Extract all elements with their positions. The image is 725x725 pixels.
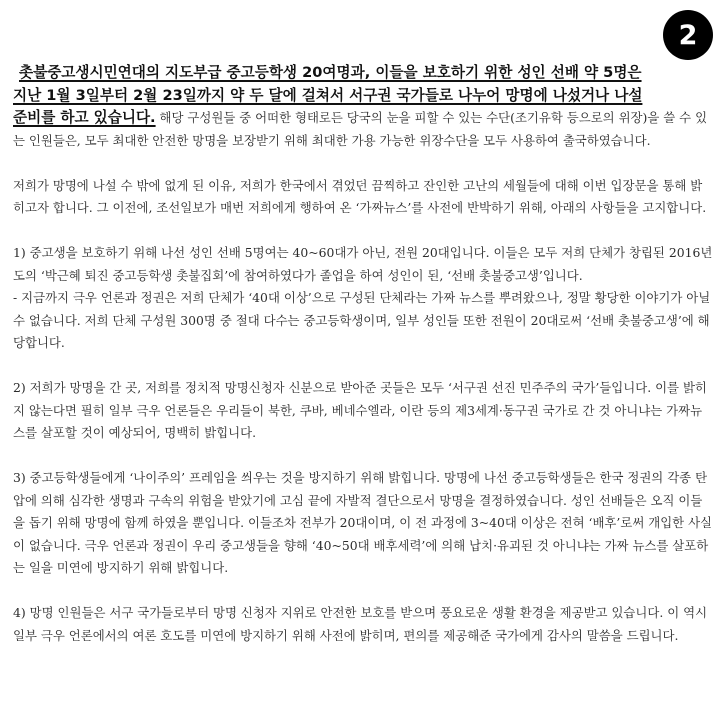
point-2-paragraph: 2) 저희가 망명을 간 곳, 저희를 정치적 망명신청자 신분으로 받아준 곳들은 모두 ‘서구권 선진 민주주의 국가’들입니다. 이를 밝히지 않는다면 필히 일부 극우 언론들은 우리들이 북한, 쿠바, 베네수엘라, 이란 등의 제3세계·동구권 국가로 간 것 아니냐는 가짜뉴스를 살포할 것이 예상되어, 명백히 밝힙니다. xyxy=(13,380,707,440)
headline-line-3: 준비를 하고 있습니다. xyxy=(13,109,156,126)
point-1-note-paragraph: - 지금까지 극우 언론과 정권은 저희 단체가 ‘40대 이상’으로 구성된 단체라는 가짜 뉴스를 뿌려왔으나, 정말 황당한 이야기가 아닐 수 없습니다. 저희 단체 구성원 300명 중 절대 다수는 중고등학생이며, 일부 성인들 또한 전원이 20대로써 ‘선배 촛불중고생’에 해당합니다. xyxy=(13,290,711,350)
point-4-paragraph: 4) 망명 인원들은 서구 국가들로부터 망명 신청자 지위로 안전한 보호를 받으며 풍요로운 생활 환경을 제공받고 있습니다. 이 역시 일부 극우 언론에서의 여론 호도를 미연에 방지하기 위해 사전에 밝히며, 편의를 제공해준 국가에게 감사의 말씀을 드립니다. xyxy=(13,605,708,643)
page-number-badge: 2 xyxy=(663,10,713,60)
point-3-paragraph: 3) 중고등학생들에게 ‘나이주의’ 프레임을 씌우는 것을 방지하기 위해 밝힙니다. 망명에 나선 중고등학생들은 한국 정권의 각종 탄압에 의해 심각한 생명과 구속의 위험을 받았기에 고심 끝에 자발적 결단으로서 망명을 결정하였습니다. 성인 선배들은 오직 이들을 돕기 위해 망명에 함께 하였을 뿐입니다. 이들조차 전부가 20대이며, 이 전 과정에 3~40대 이상은 전혀 ‘배후’로써 개입한 사실이 없습니다. 극우 언론과 정권이 우리 중고생들을 향해 ‘40~50대 배후세력’에 의해 납치·유괴된 것 아니냐는 가짜 뉴스를 살포하는 일을 미연에 방지하기 위해 밝힙니다. xyxy=(13,470,713,575)
point-1-paragraph: 1) 중고생을 보호하기 위해 나선 성인 선배 5명여는 40~60대가 아닌, 전원 20대입니다. 이들은 모두 저희 단체가 창립된 2016년도의 ‘박근혜 퇴진 중고등학생 촛불집회’에 참여하였다가 졸업을 하여 성인이 된, ‘선배 촛불중고생’입니다. xyxy=(13,245,713,283)
headline-line-1: 촛불중고생시민연대의 지도부급 중고등학생 20여명과, 이들을 보호하기 위한 성인 선배 약 5명은 xyxy=(19,64,642,81)
lead-paragraph xyxy=(13,62,713,152)
statement-body xyxy=(13,62,713,647)
intro-paragraph: 저희가 망명에 나설 수 밖에 없게 된 이유, 저희가 한국에서 겪었던 끔찍하고 잔인한 고난의 세월들에 대해 이번 입장문을 통해 밝히고자 합니다. 그 이전에, 조선일보가 매번 저희에게 행하여 온 ‘가짜뉴스’를 사전에 반박하기 위해, 아래의 사항들을 고지합니다. xyxy=(13,177,707,215)
headline-line-2: 지난 1월 3일부터 2월 23일까지 약 두 달에 걸쳐서 서구권 국가들로 나누어 망명에 나섰거나 나설 xyxy=(13,86,643,104)
lead-body-text: 해당 구성원들 중 어떠한 형태로든 당국의 눈을 피할 수 있는 수단(조기유학 등으로의 위장)을 쓸 수 있는 인원들은, 모두 최대한 안전한 망명을 보장받기 위해 최대한 가용 가능한 위장수단을 모두 사용하여 출국하였습니다. xyxy=(13,110,708,148)
